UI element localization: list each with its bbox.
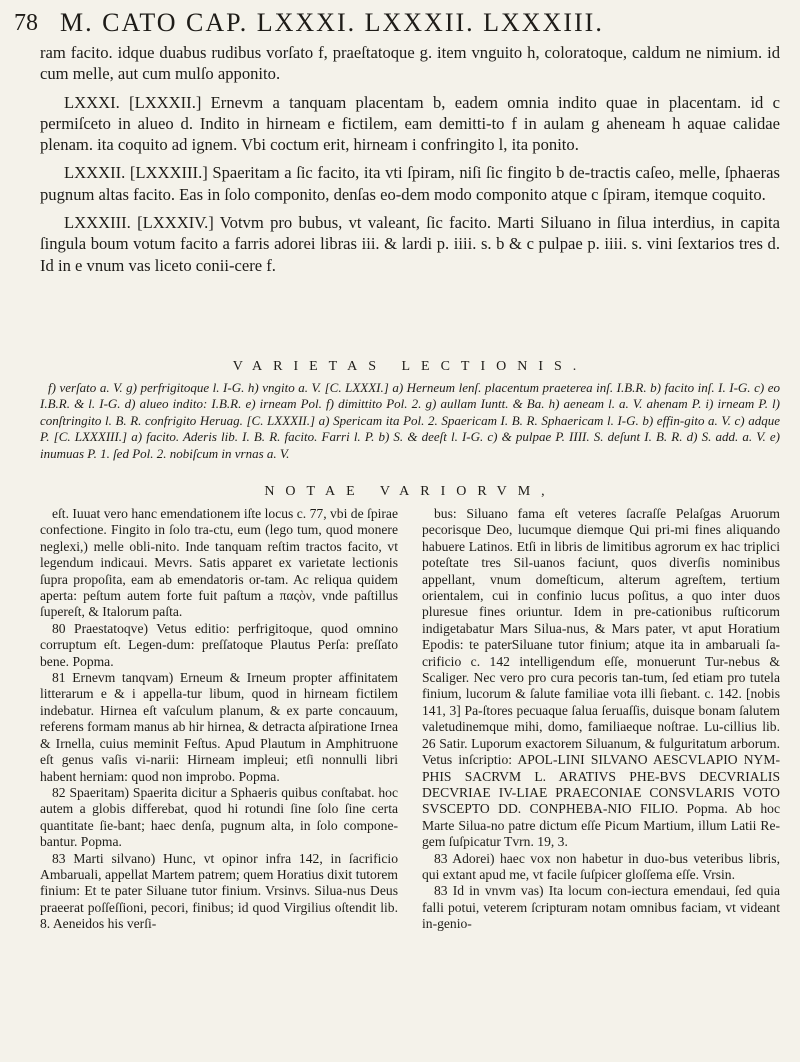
page-number: 78	[14, 10, 38, 36]
main-paragraph: ram facito. idque duabus rudibus vorſato f, praeſtatoque g. item vnguito h, coloratoque, caldum ne nimium. id cum melle, aut cum mulſo apponito.	[40, 43, 780, 84]
main-text	[40, 42, 780, 276]
notae-columns	[40, 506, 780, 1054]
notae-heading: NOTAE VARIORVM,	[264, 484, 556, 499]
main-paragraph: LXXXI. [LXXXII.] Ernevm a tanquam placentam b, eadem omnia indito quae in placentam. id c permiſceto in alueo d. Indito in hirneam e fictilem, eam demitti-to f in aulam g aheneam h aquae calidae plenam. ita coquito ad ignem. Vbi coctum erit, hirneam i confringito l, ita ponito.	[40, 92, 780, 155]
main-paragraph: LXXXIII. [LXXXIV.] Votvm pro bubus, vt valeant, ſic facito. Marti Siluano in ſilua interdius, in capita ſingula boum votum facito a farris adorei libras iii. & lardi p. iiii. s. b & c pulpae p. iiii. s. vini ſextarios tres d. Id in e vnum vas liceto conii-cere f.	[40, 213, 780, 275]
note-paragraph: 82 Spaeritam) Spaerita dicitur a Sphaeris quibus conſtabat. hoc autem a globis differebat, quod hi rotundi ſine ſolo ſine certa quantitate ſie-bant; haec denſa, pugnum alta, in ſolo compone-bantur. Popma.	[40, 784, 398, 850]
note-paragraph: 83 Adorei) haec vox non habetur in duo-bus veteribus libris, qui extant apud me, vt facile ſuſpicer gloſſema eſſe. Vrsin.	[422, 850, 780, 882]
varietas-section	[40, 380, 780, 462]
varietas-text: f) verſato a. V. g) perfrigitoque l. I-G. h) vngito a. V. [C. LXXXI.] a) Herneum lenſ. placentum praeterea inſ. I.B.R. b) facito inſ. I. I-G. c) eo I.B.R. & l. I-G. d) alueo indito: I.B.R. e) irneam Pol. f) dimittito Pol. 2. g) aullam Iuntt. & Ba. h) aeneam l. a. V. ahenam P. i) irneam P. l) conſtringito l. B. R. confrigito Heruag. [C. LXXXII.] a) Spericam ita Pol. 2. Spaericam I. B. R. Sphaericam l. I-G. b) effin-gito a. V. c) adque P. [C. LXXXIII.] a) facito. Aderis lib. I. B. R. facito. Farri l. P. b) S. & deeſt l. I-G. c) & pulpae P. IIII. S. deſunt I. B. R. d) S. add. a. V. e) inumuas P. 1. ſed Pol. 2. nobiſcum in vrnas a. V.	[40, 380, 780, 461]
main-paragraph: LXXXII. [LXXXIII.] Spaeritam a ſic facito, ita vti ſpiram, niſi ſic fingito b de-tractis caſeo, melle, ſphaeras pugnum altas facito. Eas in ſolo componito, denſas eo-dem modo componito atque c ſpiram, itemque coquito.	[40, 163, 780, 204]
note-paragraph: eſt. Iuuat vero hanc emendationem iſte locus c. 77, vbi de ſpirae confectione. Fingito in ſolo tra-ctu, eum (lego tum, quod monere neglexi,) melle obli-nito. Inde tanquam reſtim tractos facito, vt legendum indicaui. Mevrs. Satis apparet ex varietate lectionis ſupra propoſita, eam ab emendatoris or-tam. Ac reliqua quidem aperta: peſtum autem forte fuit paſtum a παςὸν, vnde paſtillus ſupereſt, & Italorum paſta.	[40, 506, 398, 620]
page-header	[14, 8, 786, 36]
note-paragraph: bus: Siluano fama eſt veteres ſacraſſe Pelaſgas Aruorum pecorisque Deo, lucumque diemque Qui pri-mi fines aliquando habuere Latinos. Etſi in libris de limitibus agrorum ex hac triplici poteſtate tres Sil-uanos faciunt, quos diverſis nominibus appellant, vnum domeſticum, alterum agreſtem, tertium orientalem, cui in confinio lucus poſitus, a quo inter duos pluresue fines oriuntur. Idem in pre-cationibus ruſticorum indigetabatur Mars Silua-nus, & Mars pater, vt aput Horatium Epodis: te paterSiluane tutor finium; atque ita in ambaruali ſa-crificio c. 142 intelligendum eſſe, monuerunt Tur-nebus & Scaliger. Nec vero pro cura pecoris tan-tum, ſed etiam pro tutela finium, lucorum & ſalute familiae vota illi ſiebant. c. 142. [nobis 141, 3] Pa-ſtores pecuaque ſalua ſeruaſſis, duisque bonam ſalutem valetudinemque mihi, domo, familiaeque noſtrae. Lu-cillius lib. 26 Satir. Luporum exactorem Siluanum, & fulguritatum arborum. Vetus inſcriptio: APOL-LINI SILVANO AESCVLAPIO NYM-PHIS SACRVM L. ARATIVS PHE-BVS DECVRIALIS DECVRIAE IV-LIAE PRAECONIAE CONSVLARIS VOTO SVSCEPTO DD. CONPHEBA-NIO FILIO. Popma. Ab hoc Marte Silua-no patre dictum eſſe Picum Martium, illum Latii Re-gem ſuſpicatur Tvrn. 19, 3.	[422, 506, 780, 850]
note-paragraph: 81 Ernevm tanqvam) Erneum & Irneum propter affinitatem litterarum e & i appella-tur libum, quod in hirneam fictilem indebatur. Hirnea eſt vaſculum planum, & ex parte concauum, referens formam manus ab hir hirnea, & detracta aſpiratione Irnea & Irnella, cuius meminit Feſtus. Apud Plautum in Amphitruone eſt genus vaſis vi-narii: Hirneam impleui; etſi nonnulli libri habent herniam: quod non improbo. Popma.	[40, 670, 398, 784]
note-paragraph: 83 Id in vnvm vas) Ita locum con-iectura emendaui, ſed quia falli potui, veterem ſcripturam notam omnibus faciam, vt videant in-genio-	[422, 883, 780, 932]
note-paragraph: 83 Marti silvano) Hunc, vt opinor infra 142, in ſacrificio Ambaruali, appellat Martem patrem; quem Horatius dixit tutorem finium: Et te pater Siluane tutor finium. Vrsinvs. Silua-nus Deus praeerat poſſeſſioni, pecori, finibus; id quod Virgilius oſtendit lib. 8. Aeneidos his verſi-	[40, 850, 398, 932]
running-head: M. CATO CAP. LXXXI. LXXXII. LXXXIII.	[60, 8, 604, 37]
varietas-heading: VARIETAS LECTIONIS.	[232, 359, 588, 374]
note-paragraph: 80 Praestatoqve) Vetus editio: perfrigitoque, quod omnino corruptum eſt. Legen-dum: preſſatoque Plautus Perſa: preſſato bene. Popma.	[40, 620, 398, 669]
notae-right-column	[422, 506, 780, 933]
notae-left-column	[40, 506, 398, 933]
